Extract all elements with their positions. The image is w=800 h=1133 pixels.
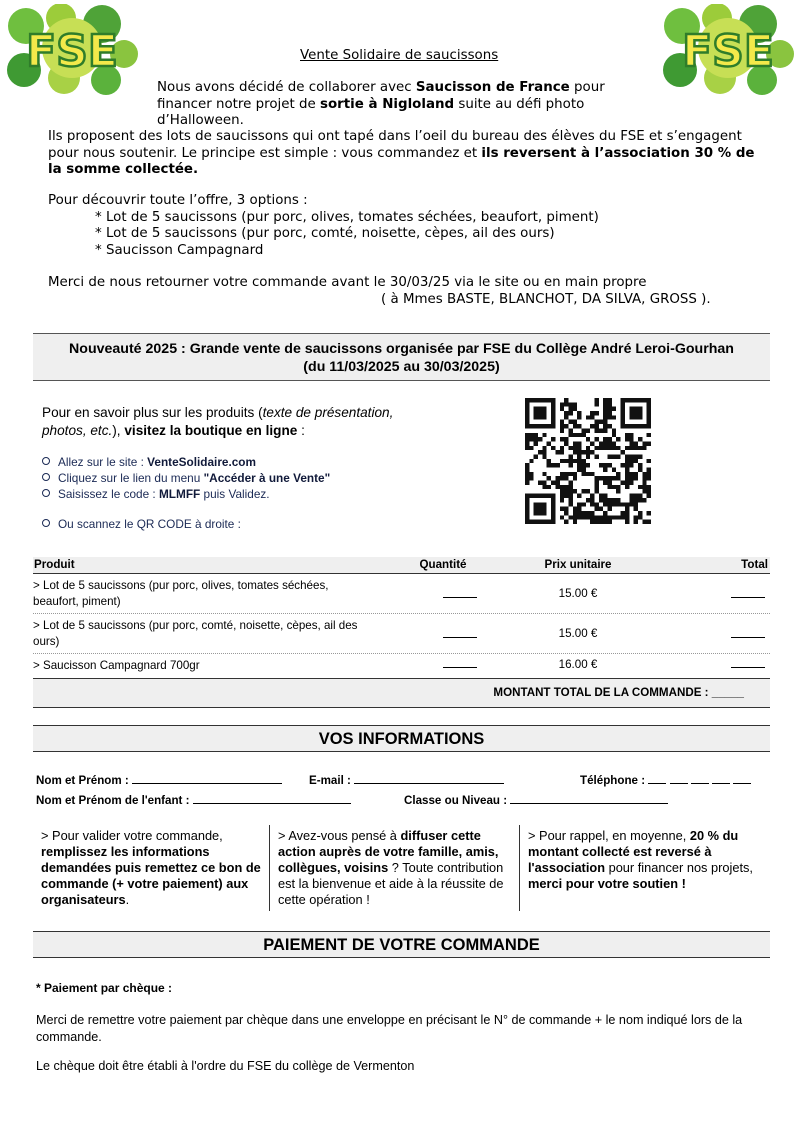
qr-code-icon[interactable] bbox=[525, 398, 651, 524]
step-text: Saisissez le code : MLMFF puis Validez. bbox=[58, 487, 270, 501]
shop-step bbox=[42, 516, 462, 532]
header-unit-price: Prix unitaire bbox=[544, 558, 612, 571]
logo-text: FSE bbox=[682, 26, 774, 77]
phone-label: Téléphone : bbox=[580, 774, 646, 787]
cheque-instructions: Merci de remettre votre paiement par chèque dans une enveloppe en précisant le N° de commande + le nom indiqué lors de la commande. bbox=[36, 1013, 743, 1044]
options-block bbox=[48, 193, 760, 259]
shop-step bbox=[42, 486, 462, 502]
step-text: Ou scannez le QR CODE à droite : bbox=[58, 517, 241, 531]
table-row bbox=[33, 654, 770, 678]
unit-price: 15.00 € bbox=[558, 627, 598, 640]
phone-input-line[interactable] bbox=[670, 774, 688, 784]
product-name: > Lot de 5 saucissons (pur porc, olives, tomates séchées, beaufort, piment) bbox=[33, 579, 329, 608]
cheque-order: Le chèque doit être établi à l'ordre du FSE du collège de Vermenton bbox=[36, 1059, 415, 1073]
letter-title: Vente Solidaire de saucissons bbox=[300, 48, 499, 63]
offer-paragraph: Ils proposent des lots de saucissons qui ont tapé dans l’oeil du bureau des élèves du FSE et s’engagent pour nous soutenir. Le principe est simple : vous commandez et ils reversent à l’association 30 % de la somme collectée. bbox=[48, 129, 755, 177]
unit-price: 16.00 € bbox=[558, 658, 598, 671]
validate-order-note: > Pour valider votre commande, remplissez les informations demandées puis remettez ce bon de commande (+ votre paiement) aux organisateurs. bbox=[41, 828, 261, 907]
logo-text: FSE bbox=[26, 26, 118, 77]
fse-logo-right bbox=[662, 4, 794, 96]
option-item: * Saucisson Campagnard bbox=[95, 242, 264, 258]
phone-input-line[interactable] bbox=[733, 774, 751, 784]
header-total: Total bbox=[741, 558, 768, 571]
return-instructions bbox=[48, 275, 760, 308]
table-header bbox=[33, 557, 770, 574]
order-total-label[interactable]: MONTANT TOTAL DE LA COMMANDE : _____ bbox=[493, 686, 744, 699]
shop-step bbox=[42, 470, 462, 486]
bullet-circle-icon bbox=[42, 457, 50, 465]
class-label: Classe ou Niveau : bbox=[404, 794, 508, 807]
bullet-circle-icon bbox=[42, 519, 50, 527]
email-label: E-mail : bbox=[309, 774, 351, 787]
return-line: Merci de nous retourner votre commande avant le 30/03/25 via le site ou en main propre bbox=[48, 275, 647, 290]
section-payment: PAIEMENT DE VOTRE COMMANDE bbox=[33, 931, 770, 958]
class-field[interactable] bbox=[404, 794, 668, 807]
shop-step bbox=[42, 454, 462, 470]
step-text: Allez sur le site : VenteSolidaire.com bbox=[58, 455, 257, 469]
phone-input-line[interactable] bbox=[648, 774, 666, 784]
table-row bbox=[33, 615, 770, 654]
header-product: Produit bbox=[34, 558, 75, 571]
intro-paragraph: Nous avons décidé de collaborer avec Saucisson de France pour financer notre projet de sortie à Nigloland suite au défi photo d’Halloween. bbox=[157, 80, 605, 128]
sale-banner bbox=[33, 333, 770, 381]
product-name: > Saucisson Campagnard 700gr bbox=[33, 659, 200, 672]
phone-input-line[interactable] bbox=[691, 774, 709, 784]
fse-logo-left bbox=[6, 4, 138, 96]
child-name-field[interactable] bbox=[36, 794, 351, 807]
order-total-bar bbox=[33, 678, 770, 708]
shop-intro: Pour en savoir plus sur les produits (texte de présentation, photos, etc.), visitez la boutique en ligne : bbox=[42, 405, 394, 438]
step-text: Cliquez sur le lien du menu "Accéder à une Vente" bbox=[58, 471, 331, 485]
phone-input-line[interactable] bbox=[712, 774, 730, 784]
bullet-circle-icon bbox=[42, 473, 50, 481]
options-intro: Pour découvrir toute l’offre, 3 options : bbox=[48, 193, 308, 208]
product-name: > Lot de 5 saucissons (pur porc, comté, noisette, cèpes, ail des ours) bbox=[33, 619, 358, 648]
child-name-label: Nom et Prénom de l'enfant : bbox=[36, 794, 190, 807]
class-input-line[interactable] bbox=[510, 794, 668, 804]
option-item: * Lot de 5 saucissons (pur porc, comté, noisette, cèpes, ail des ours) bbox=[95, 226, 555, 241]
email-input-line[interactable] bbox=[354, 774, 504, 784]
table-row bbox=[33, 575, 770, 614]
banner-title: Nouveauté 2025 : Grande vente de saucissons organisée par FSE du Collège André Leroi-Gourhan bbox=[69, 341, 734, 357]
section-your-info: VOS INFORMATIONS bbox=[33, 725, 770, 752]
reminder-note: > Pour rappel, en moyenne, 20 % du montant collecté est reversé à l'association pour financer nos projets, merci pour votre soutien ! bbox=[519, 825, 770, 911]
name-label: Nom et Prénom : bbox=[36, 774, 129, 787]
name-field[interactable] bbox=[36, 774, 282, 787]
email-field[interactable] bbox=[309, 774, 504, 787]
shop-steps bbox=[42, 454, 462, 532]
phone-field[interactable] bbox=[580, 774, 751, 787]
info-columns bbox=[33, 825, 770, 911]
banner-dates: (du 11/03/2025 au 30/03/2025) bbox=[303, 359, 500, 375]
unit-price: 15.00 € bbox=[558, 587, 598, 600]
option-item: * Lot de 5 saucissons (pur porc, olives, tomates séchées, beaufort, piment) bbox=[95, 209, 599, 225]
share-action-note: > Avez-vous pensé à diffuser cette action auprès de votre famille, amis, collègues, voisins ? Toute contribution est la bienvenue et aide à la réussite de cette opération ! bbox=[269, 825, 519, 911]
name-input-line[interactable] bbox=[132, 774, 282, 784]
child-name-input-line[interactable] bbox=[193, 794, 351, 804]
cheque-title: * Paiement par chèque : bbox=[36, 981, 173, 995]
bullet-circle-icon bbox=[42, 489, 50, 497]
return-contacts: ( à Mmes BASTE, BLANCHOT, DA SILVA, GROSS ). bbox=[381, 291, 711, 307]
header-quantity: Quantité bbox=[419, 558, 467, 571]
